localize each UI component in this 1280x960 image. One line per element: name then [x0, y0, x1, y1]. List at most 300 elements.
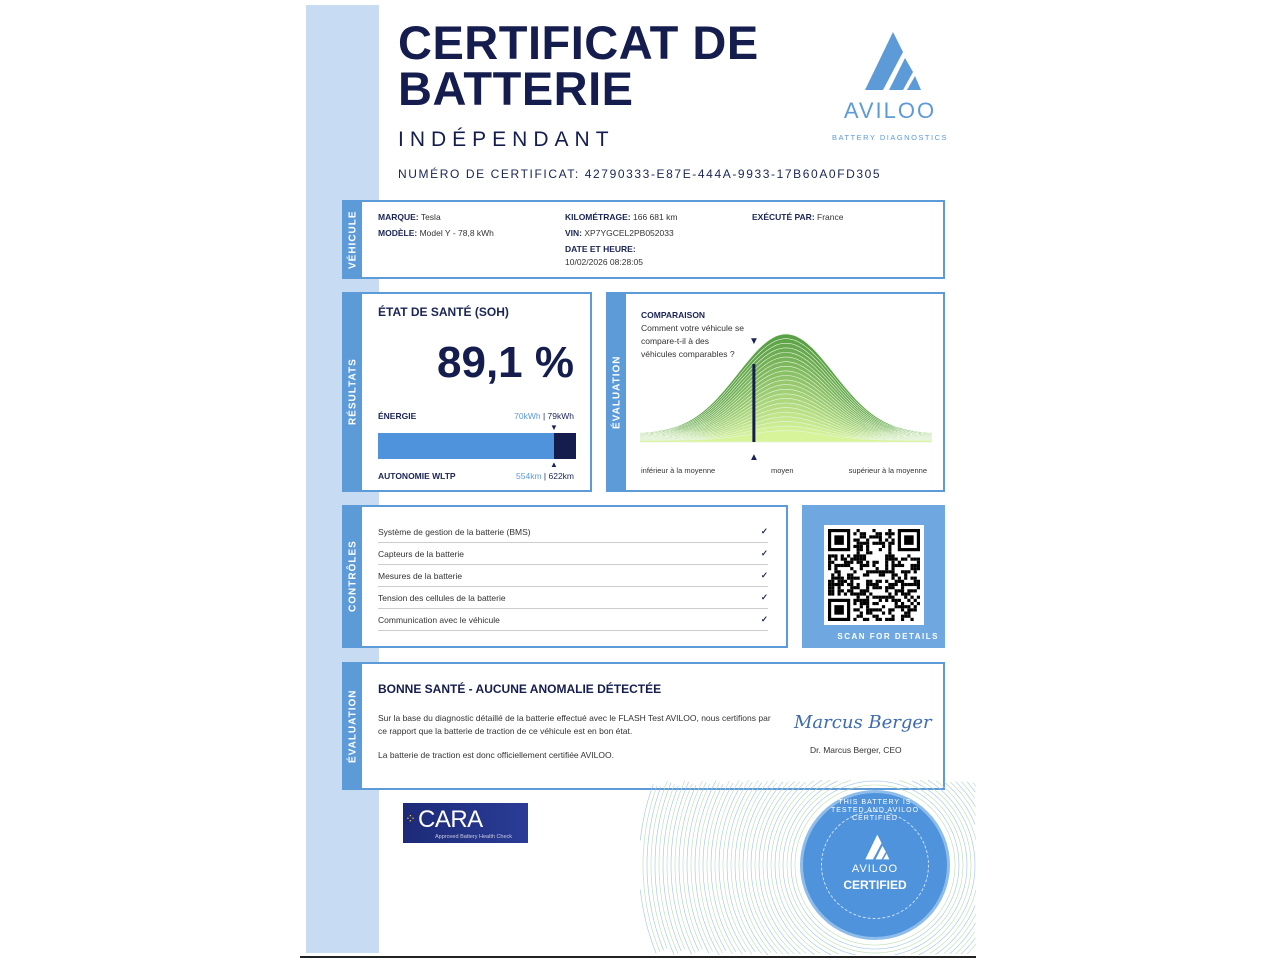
qr-module	[895, 564, 898, 567]
cara-tagline: Approved Battery Health Check	[435, 834, 513, 840]
qr-module	[888, 611, 891, 614]
mileage-value: 166 681 km	[633, 212, 678, 222]
qr-module	[888, 583, 891, 586]
qr-module	[866, 551, 869, 554]
qr-module	[917, 580, 920, 583]
qr-module	[891, 532, 894, 535]
qr-module	[857, 548, 860, 551]
evaluation-title: BONNE SANTÉ - AUCUNE ANOMALIE DÉTECTÉE	[378, 682, 662, 696]
qr-module	[885, 532, 888, 535]
qr-module	[866, 542, 869, 545]
qr-module	[904, 611, 907, 614]
qr-module	[831, 561, 834, 564]
qr-module	[917, 583, 920, 586]
qr-module	[866, 602, 869, 605]
qr-module	[853, 570, 856, 573]
qr-module	[850, 573, 853, 576]
qr-module	[834, 567, 837, 570]
date-value: 10/02/2026 08:28:05	[565, 257, 643, 267]
qr-module	[891, 583, 894, 586]
qr-module	[910, 608, 913, 611]
cara-badge	[403, 803, 528, 843]
control-item	[378, 587, 768, 609]
qr-module	[857, 558, 860, 561]
qr-module	[885, 570, 888, 573]
soh-title: ÉTAT DE SANTÉ (SOH)	[378, 305, 509, 319]
qr-module	[876, 570, 879, 573]
qr-module	[907, 583, 910, 586]
qr-module	[869, 611, 872, 614]
section-label: VÉHICULE	[344, 202, 362, 277]
qr-module	[860, 558, 863, 561]
qr-module	[885, 618, 888, 621]
aviloo-logo-icon	[855, 30, 925, 92]
subtitle: INDÉPENDANT	[398, 128, 615, 151]
qr-module	[895, 599, 898, 602]
qr-module	[917, 561, 920, 564]
qr-module	[914, 580, 917, 583]
qr-module	[898, 564, 901, 567]
qr-module	[863, 602, 866, 605]
qr-module	[866, 580, 869, 583]
qr-module	[838, 592, 841, 595]
qr-module	[876, 583, 879, 586]
check-icon: ✓	[760, 592, 768, 602]
qr-module	[904, 592, 907, 595]
qr-module	[888, 618, 891, 621]
qr-module	[838, 573, 841, 576]
qr-module	[879, 548, 882, 551]
qr-module	[907, 592, 910, 595]
qr-module	[841, 558, 844, 561]
comparison-question: Comment votre véhicule se compare-t-il à des véhicules comparables ?	[641, 323, 744, 359]
qr-module	[857, 545, 860, 548]
qr-module	[901, 586, 904, 589]
qr-module	[879, 586, 882, 589]
qr-module	[901, 608, 904, 611]
qr-module	[850, 577, 853, 580]
qr-module	[872, 602, 875, 605]
results-section: RÉSULTATS ÉTAT DE SANTÉ (SOH) 89,1 % ÉNERGIE 70kWh | 79kWh ▼ ▲ AUTONOMIE WLTP 554km | 622km	[342, 292, 592, 492]
qr-module	[857, 583, 860, 586]
qr-module	[844, 580, 847, 583]
qr-module	[876, 542, 879, 545]
logo-tagline: BATTERY DIAGNOSTICS	[831, 133, 949, 142]
aviloo-logo	[830, 30, 950, 142]
qr-module	[895, 592, 898, 595]
qr-module	[869, 570, 872, 573]
above-average-label: supérieur à la moyenne	[848, 466, 927, 475]
qr-module	[910, 589, 913, 592]
qr-module	[898, 577, 901, 580]
qr-module	[891, 608, 894, 611]
qr-module	[838, 583, 841, 586]
range-current: 554km	[516, 471, 542, 481]
qr-module	[876, 615, 879, 618]
qr-module	[885, 589, 888, 592]
qr-module	[914, 605, 917, 608]
qr-module	[857, 542, 860, 545]
qr-module	[901, 583, 904, 586]
aviloo-logo-icon	[861, 833, 891, 861]
soh-value: 89,1 %	[437, 338, 574, 387]
qr-module	[869, 608, 872, 611]
qr-module	[904, 573, 907, 576]
controls-section	[342, 505, 788, 648]
qr-module	[828, 583, 831, 586]
qr-module	[898, 589, 901, 592]
qr-module	[910, 602, 913, 605]
qr-module	[841, 583, 844, 586]
qr-module	[914, 570, 917, 573]
qr-module	[872, 561, 875, 564]
qr-module	[853, 554, 856, 557]
qr-module	[866, 570, 869, 573]
qr-caption: SCAN FOR DETAILS	[837, 632, 939, 641]
qr-module	[857, 539, 860, 542]
qr-module	[895, 580, 898, 583]
qr-module	[860, 564, 863, 567]
qr-module	[907, 570, 910, 573]
qr-module	[828, 564, 831, 567]
qr-module	[847, 564, 850, 567]
qr-module	[828, 586, 831, 589]
qr-module	[828, 554, 831, 557]
qr-module	[879, 570, 882, 573]
qr-module	[866, 573, 869, 576]
qr-section[interactable]	[802, 505, 945, 648]
stars-icon: ⁘	[405, 811, 416, 826]
qr-module	[904, 615, 907, 618]
qr-module	[853, 599, 856, 602]
qr-module	[882, 605, 885, 608]
energy-current: 70kWh	[514, 411, 541, 421]
qr-module	[860, 605, 863, 608]
qr-module	[847, 561, 850, 564]
qr-module	[891, 564, 894, 567]
evaluation-conclusion: La batterie de traction est donc officiellement certifiée AVILOO.	[378, 750, 614, 760]
qr-module	[872, 564, 875, 567]
qr-module	[857, 599, 860, 602]
qr-module	[888, 596, 891, 599]
qr-module	[831, 586, 834, 589]
qr-module	[901, 602, 904, 605]
qr-module	[898, 580, 901, 583]
qr-module	[857, 586, 860, 589]
qr-module	[847, 573, 850, 576]
qr-module	[910, 618, 913, 621]
qr-module	[885, 599, 888, 602]
qr-module	[850, 592, 853, 595]
qr-module	[891, 561, 894, 564]
qr-module	[838, 564, 841, 567]
qr-module	[876, 608, 879, 611]
qr-module	[895, 573, 898, 576]
qr-module	[838, 589, 841, 592]
qr-module	[891, 542, 894, 545]
qr-module	[860, 545, 863, 548]
qr-module	[853, 608, 856, 611]
qr-module	[901, 589, 904, 592]
range-label: AUTONOMIE WLTP	[378, 471, 456, 481]
qr-module	[901, 605, 904, 608]
qr-module	[844, 558, 847, 561]
qr-module	[866, 589, 869, 592]
qr-module	[831, 580, 834, 583]
qr-module	[866, 611, 869, 614]
qr-module	[866, 608, 869, 611]
seal-label: CERTIFIED	[843, 878, 907, 892]
qr-module	[869, 580, 872, 583]
qr-module	[914, 589, 917, 592]
qr-module	[869, 551, 872, 554]
qr-module	[907, 554, 910, 557]
qr-module	[882, 545, 885, 548]
qr-module	[850, 589, 853, 592]
guilloche-line	[667, 780, 685, 949]
marker-up-icon: ▲	[550, 460, 558, 469]
qr-module	[914, 558, 917, 561]
qr-module	[888, 532, 891, 535]
qr-module	[885, 580, 888, 583]
qr-module	[879, 535, 882, 538]
qr-module	[841, 554, 844, 557]
qr-module	[831, 583, 834, 586]
qr-module	[866, 564, 869, 567]
qr-module	[891, 599, 894, 602]
qr-module	[834, 564, 837, 567]
qr-module	[853, 545, 856, 548]
qr-module	[888, 592, 891, 595]
qr-module	[910, 596, 913, 599]
qr-module	[917, 564, 920, 567]
qr-module	[860, 532, 863, 535]
qr-module	[904, 605, 907, 608]
check-icon: ✓	[760, 570, 768, 580]
qr-module	[869, 535, 872, 538]
qr-module	[876, 596, 879, 599]
qr-module	[847, 589, 850, 592]
qr-module	[882, 611, 885, 614]
qr-module	[895, 583, 898, 586]
qr-module	[844, 564, 847, 567]
qr-module	[882, 570, 885, 573]
qr-module	[872, 535, 875, 538]
qr-module	[860, 542, 863, 545]
guilloche-line	[671, 782, 692, 954]
check-icon: ✓	[760, 526, 768, 536]
qr-module	[834, 577, 837, 580]
qr-module	[917, 558, 920, 561]
qr-module	[917, 602, 920, 605]
qr-module	[853, 532, 856, 535]
qr-module	[882, 573, 885, 576]
qr-module	[876, 586, 879, 589]
signature: Marcus Berger	[794, 712, 932, 733]
qr-module	[866, 618, 869, 621]
qr-module	[914, 564, 917, 567]
certified-seal	[800, 790, 950, 940]
executed-value: France	[817, 212, 844, 222]
qr-module	[885, 567, 888, 570]
control-label: Système de gestion de la batterie (BMS)	[378, 526, 531, 537]
qr-module	[853, 539, 856, 542]
vin-value: XP7YGCEL2PB052033	[584, 228, 674, 238]
qr-module	[847, 583, 850, 586]
marker-down-icon: ▼	[550, 423, 558, 432]
qr-module	[872, 615, 875, 618]
qr-module	[857, 608, 860, 611]
qr-module	[841, 564, 844, 567]
qr-module	[866, 586, 869, 589]
qr-module	[872, 583, 875, 586]
qr-module	[838, 586, 841, 589]
qr-module	[914, 567, 917, 570]
qr-code-icon	[828, 529, 920, 621]
qr-module	[888, 608, 891, 611]
check-icon: ✓	[760, 548, 768, 558]
section-label: RÉSULTATS	[344, 294, 362, 490]
qr-module	[863, 542, 866, 545]
control-item	[378, 609, 768, 631]
qr-module	[914, 577, 917, 580]
qr-module	[904, 558, 907, 561]
qr-module	[828, 561, 831, 564]
qr-module	[891, 596, 894, 599]
qr-module	[885, 554, 888, 557]
qr-module	[863, 599, 866, 602]
qr-module	[879, 539, 882, 542]
control-item	[378, 565, 768, 587]
qr-module	[866, 605, 869, 608]
qr-module	[866, 548, 869, 551]
qr-module	[888, 548, 891, 551]
qr-module	[907, 611, 910, 614]
qr-module	[860, 554, 863, 557]
qr-module	[907, 615, 910, 618]
qr-code[interactable]	[824, 525, 924, 625]
soh-bar-fill	[378, 433, 554, 459]
section-label: ÉVALUATION	[344, 664, 362, 788]
qr-module	[860, 548, 863, 551]
qr-module	[876, 618, 879, 621]
qr-module	[844, 592, 847, 595]
qr-module	[853, 602, 856, 605]
qr-module	[891, 539, 894, 542]
qr-module	[831, 589, 834, 592]
qr-module	[853, 586, 856, 589]
qr-module	[904, 577, 907, 580]
qr-module	[860, 535, 863, 538]
qr-module	[853, 558, 856, 561]
qr-module	[850, 586, 853, 589]
qr-module	[895, 589, 898, 592]
qr-module	[850, 561, 853, 564]
vehicle-section: VÉHICULE MARQUE: Tesla MODÈLE: Model Y - 78,8 kWh KILOMÉTRAGE: 166 681 km VIN: XP7YGCEL2PB052033 DATE ET HEURE: 10/02/2026 08:28:05 EXÉCUTÉ PAR: France	[342, 200, 945, 279]
qr-module	[879, 580, 882, 583]
control-item	[378, 543, 768, 565]
qr-module	[860, 592, 863, 595]
qr-module	[872, 529, 875, 532]
qr-module	[834, 558, 837, 561]
average-label: moyen	[771, 466, 794, 475]
qr-module	[891, 554, 894, 557]
qr-module	[872, 542, 875, 545]
qr-module	[853, 618, 856, 621]
qr-module	[847, 577, 850, 580]
qr-module	[831, 577, 834, 580]
qr-module	[907, 589, 910, 592]
soh-bar	[378, 433, 576, 459]
qr-module	[904, 583, 907, 586]
energy-label: ÉNERGIE	[378, 411, 417, 421]
qr-module	[888, 570, 891, 573]
qr-module	[891, 558, 894, 561]
qr-module	[838, 570, 841, 573]
qr-module	[860, 611, 863, 614]
qr-module	[828, 558, 831, 561]
qr-module	[885, 558, 888, 561]
title-line1: CERTIFICAT DE	[398, 16, 759, 69]
qr-module	[860, 599, 863, 602]
logo-name: AVILOO	[843, 98, 937, 123]
qr-module	[917, 596, 920, 599]
qr-module	[863, 558, 866, 561]
qr-module	[917, 586, 920, 589]
qr-module	[857, 596, 860, 599]
qr-module	[872, 570, 875, 573]
qr-module	[904, 570, 907, 573]
qr-module	[850, 567, 853, 570]
qr-module	[910, 558, 913, 561]
qr-module	[857, 529, 860, 532]
marker-up-icon: ▲	[749, 452, 759, 463]
qr-module	[863, 564, 866, 567]
qr-module	[828, 589, 831, 592]
qr-module	[907, 608, 910, 611]
qr-module	[910, 564, 913, 567]
qr-module	[885, 586, 888, 589]
qr-module	[885, 596, 888, 599]
qr-module	[831, 554, 834, 557]
qr-module	[863, 554, 866, 557]
qr-module	[863, 573, 866, 576]
qr-module	[869, 583, 872, 586]
guilloche-line	[683, 781, 702, 949]
qr-module	[834, 554, 837, 557]
qr-module	[857, 615, 860, 618]
qr-module	[876, 535, 879, 538]
qr-module	[869, 592, 872, 595]
qr-module	[863, 589, 866, 592]
qr-module	[891, 570, 894, 573]
qr-module	[895, 558, 898, 561]
qr-module	[838, 580, 841, 583]
qr-module	[898, 605, 901, 608]
model-value: Model Y - 78,8 kWh	[419, 228, 494, 238]
qr-module	[888, 558, 891, 561]
qr-module	[901, 558, 904, 561]
qr-module	[834, 583, 837, 586]
qr-module	[866, 545, 869, 548]
qr-module	[857, 561, 860, 564]
signer-name: Dr. Marcus Berger, CEO	[810, 745, 902, 755]
qr-module	[857, 554, 860, 557]
guilloche-line	[675, 784, 695, 953]
control-label: Capteurs de la batterie	[378, 548, 464, 559]
qr-module	[891, 577, 894, 580]
qr-module	[876, 602, 879, 605]
